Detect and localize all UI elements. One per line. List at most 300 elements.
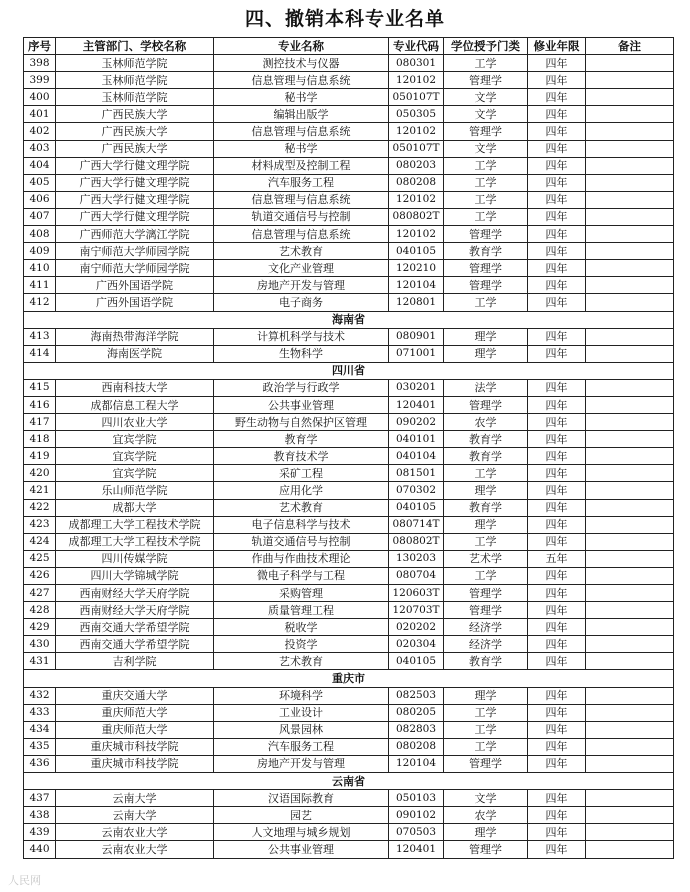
- major-name: 教育技术学: [214, 448, 389, 465]
- major-name: 生物科学: [214, 345, 389, 362]
- remarks: [586, 431, 674, 448]
- remarks: [586, 277, 674, 294]
- study-duration: 四年: [528, 345, 586, 362]
- remarks: [586, 448, 674, 465]
- school-name: 玉林师范学院: [56, 55, 214, 72]
- major-name: 应用化学: [214, 482, 389, 499]
- major-name: 测控技术与仪器: [214, 55, 389, 72]
- row-index: 415: [24, 379, 56, 396]
- page-title: 四、撤销本科专业名单: [244, 8, 445, 30]
- remarks: [586, 140, 674, 157]
- degree-category: 管理学: [444, 841, 528, 858]
- school-name: 广西民族大学: [56, 123, 214, 140]
- table-row: [24, 72, 674, 89]
- school-name: 吉利学院: [56, 653, 214, 670]
- remarks: [586, 807, 674, 824]
- revoked-majors-table: [23, 37, 674, 859]
- school-name: 重庆师范大学: [56, 721, 214, 738]
- row-index: 414: [24, 345, 56, 362]
- remarks: [586, 226, 674, 243]
- remarks: [586, 260, 674, 277]
- major-name: 质量管理工程: [214, 602, 389, 619]
- degree-category: 文学: [444, 106, 528, 123]
- row-index: 425: [24, 550, 56, 567]
- row-index: 409: [24, 243, 56, 260]
- row-index: 430: [24, 636, 56, 653]
- remarks: [586, 465, 674, 482]
- study-duration: 四年: [528, 602, 586, 619]
- study-duration: 四年: [528, 277, 586, 294]
- degree-category: 工学: [444, 704, 528, 721]
- row-index: 435: [24, 738, 56, 755]
- degree-category: 管理学: [444, 585, 528, 602]
- major-name: 环境科学: [214, 687, 389, 704]
- table-row: [24, 123, 674, 140]
- table-row: [24, 533, 674, 550]
- row-index: 412: [24, 294, 56, 311]
- major-code: 040105: [389, 653, 444, 670]
- school-name: 西南财经大学天府学院: [56, 602, 214, 619]
- major-code: 040101: [389, 431, 444, 448]
- major-code: 050107T: [389, 140, 444, 157]
- table-row: [24, 208, 674, 225]
- row-index: 427: [24, 585, 56, 602]
- school-name: 云南大学: [56, 790, 214, 807]
- remarks: [586, 157, 674, 174]
- major-code: 080901: [389, 328, 444, 345]
- major-code: 080208: [389, 174, 444, 191]
- major-code: 080802T: [389, 208, 444, 225]
- row-index: 408: [24, 226, 56, 243]
- school-name: 广西大学行健文理学院: [56, 157, 214, 174]
- major-code: 040105: [389, 499, 444, 516]
- study-duration: 四年: [528, 755, 586, 772]
- table-row: [24, 807, 674, 824]
- table-header: [24, 38, 674, 55]
- school-name: 广西大学行健文理学院: [56, 174, 214, 191]
- row-index: 406: [24, 191, 56, 208]
- major-name: 公共事业管理: [214, 396, 389, 413]
- header-major: 专业名称: [214, 38, 389, 55]
- major-name: 文化产业管理: [214, 260, 389, 277]
- row-index: 418: [24, 431, 56, 448]
- header-remarks: 备注: [586, 38, 674, 55]
- table-row: [24, 174, 674, 191]
- table-row: [24, 414, 674, 431]
- degree-category: 法学: [444, 379, 528, 396]
- major-name: 工业设计: [214, 704, 389, 721]
- table-row: [24, 191, 674, 208]
- remarks: [586, 106, 674, 123]
- row-index: 422: [24, 499, 56, 516]
- province-row: [24, 670, 674, 687]
- study-duration: 四年: [528, 824, 586, 841]
- degree-category: 教育学: [444, 431, 528, 448]
- study-duration: 四年: [528, 807, 586, 824]
- major-code: 090202: [389, 414, 444, 431]
- major-code: 080802T: [389, 533, 444, 550]
- study-duration: 四年: [528, 106, 586, 123]
- remarks: [586, 619, 674, 636]
- school-name: 重庆交通大学: [56, 687, 214, 704]
- study-duration: 四年: [528, 585, 586, 602]
- study-duration: 四年: [528, 72, 586, 89]
- school-name: 重庆城市科技学院: [56, 738, 214, 755]
- school-name: 成都大学: [56, 499, 214, 516]
- study-duration: 四年: [528, 174, 586, 191]
- table-row: [24, 704, 674, 721]
- study-duration: 四年: [528, 157, 586, 174]
- row-index: 411: [24, 277, 56, 294]
- degree-category: 理学: [444, 482, 528, 499]
- degree-category: 农学: [444, 414, 528, 431]
- table-row: [24, 328, 674, 345]
- table-row: [24, 226, 674, 243]
- study-duration: 五年: [528, 550, 586, 567]
- major-name: 艺术教育: [214, 243, 389, 260]
- table-body: [24, 55, 674, 858]
- province-label: 四川省: [24, 362, 674, 379]
- study-duration: 四年: [528, 841, 586, 858]
- study-duration: 四年: [528, 704, 586, 721]
- table-row: [24, 602, 674, 619]
- table-row: [24, 106, 674, 123]
- row-index: 437: [24, 790, 56, 807]
- degree-category: 管理学: [444, 72, 528, 89]
- major-code: 050107T: [389, 89, 444, 106]
- degree-category: 管理学: [444, 396, 528, 413]
- table-row: [24, 448, 674, 465]
- header-school: 主管部门、学校名称: [56, 38, 214, 55]
- degree-category: 文学: [444, 790, 528, 807]
- province-label: 重庆市: [24, 670, 674, 687]
- school-name: 西南财经大学天府学院: [56, 585, 214, 602]
- degree-category: 管理学: [444, 123, 528, 140]
- study-duration: 四年: [528, 687, 586, 704]
- school-name: 云南大学: [56, 807, 214, 824]
- table-row: [24, 243, 674, 260]
- major-code: 070302: [389, 482, 444, 499]
- major-name: 电子信息科学与技术: [214, 516, 389, 533]
- remarks: [586, 585, 674, 602]
- row-index: 403: [24, 140, 56, 157]
- remarks: [586, 602, 674, 619]
- school-name: 广西民族大学: [56, 106, 214, 123]
- table-row: [24, 619, 674, 636]
- degree-category: 文学: [444, 89, 528, 106]
- table-row: [24, 482, 674, 499]
- table-row: [24, 721, 674, 738]
- table-row: [24, 755, 674, 772]
- remarks: [586, 721, 674, 738]
- header-degree-category: 学位授予门类: [444, 38, 528, 55]
- table-row: [24, 653, 674, 670]
- school-name: 广西大学行健文理学院: [56, 191, 214, 208]
- school-name: 四川传媒学院: [56, 550, 214, 567]
- row-index: 417: [24, 414, 56, 431]
- major-code: 040104: [389, 448, 444, 465]
- major-code: 080714T: [389, 516, 444, 533]
- major-name: 风景园林: [214, 721, 389, 738]
- school-name: 四川大学锦城学院: [56, 567, 214, 584]
- major-code: 130203: [389, 550, 444, 567]
- row-index: 429: [24, 619, 56, 636]
- table-row: [24, 824, 674, 841]
- row-index: 398: [24, 55, 56, 72]
- remarks: [586, 243, 674, 260]
- degree-category: 管理学: [444, 277, 528, 294]
- degree-category: 工学: [444, 55, 528, 72]
- major-name: 野生动物与自然保护区管理: [214, 414, 389, 431]
- table-row: [24, 260, 674, 277]
- major-name: 艺术教育: [214, 499, 389, 516]
- row-index: 420: [24, 465, 56, 482]
- study-duration: 四年: [528, 55, 586, 72]
- major-name: 编辑出版学: [214, 106, 389, 123]
- major-name: 作曲与作曲技术理论: [214, 550, 389, 567]
- major-name: 微电子科学与工程: [214, 567, 389, 584]
- major-code: 120102: [389, 226, 444, 243]
- row-index: 405: [24, 174, 56, 191]
- row-index: 434: [24, 721, 56, 738]
- major-name: 采购管理: [214, 585, 389, 602]
- row-index: 402: [24, 123, 56, 140]
- study-duration: 四年: [528, 721, 586, 738]
- major-name: 信息管理与信息系统: [214, 72, 389, 89]
- major-code: 120703T: [389, 602, 444, 619]
- major-name: 投资学: [214, 636, 389, 653]
- row-index: 421: [24, 482, 56, 499]
- province-row: [24, 362, 674, 379]
- remarks: [586, 636, 674, 653]
- school-name: 云南农业大学: [56, 824, 214, 841]
- school-name: 广西外国语学院: [56, 277, 214, 294]
- remarks: [586, 790, 674, 807]
- study-duration: 四年: [528, 208, 586, 225]
- major-name: 电子商务: [214, 294, 389, 311]
- major-code: 071001: [389, 345, 444, 362]
- study-duration: 四年: [528, 89, 586, 106]
- school-name: 宜宾学院: [56, 465, 214, 482]
- remarks: [586, 738, 674, 755]
- school-name: 西南科技大学: [56, 379, 214, 396]
- remarks: [586, 516, 674, 533]
- degree-category: 工学: [444, 721, 528, 738]
- school-name: 广西大学行健文理学院: [56, 208, 214, 225]
- study-duration: 四年: [528, 499, 586, 516]
- school-name: 成都理工大学工程技术学院: [56, 516, 214, 533]
- school-name: 宜宾学院: [56, 448, 214, 465]
- major-code: 090102: [389, 807, 444, 824]
- row-index: 428: [24, 602, 56, 619]
- major-code: 120102: [389, 72, 444, 89]
- remarks: [586, 55, 674, 72]
- header-duration: 修业年限: [528, 38, 586, 55]
- table-row: [24, 345, 674, 362]
- school-name: 玉林师范学院: [56, 72, 214, 89]
- major-code: 080704: [389, 567, 444, 584]
- major-code: 120104: [389, 755, 444, 772]
- row-index: 424: [24, 533, 56, 550]
- major-name: 税收学: [214, 619, 389, 636]
- remarks: [586, 533, 674, 550]
- major-name: 计算机科学与技术: [214, 328, 389, 345]
- major-name: 轨道交通信号与控制: [214, 208, 389, 225]
- remarks: [586, 396, 674, 413]
- degree-category: 工学: [444, 294, 528, 311]
- major-name: 汽车服务工程: [214, 738, 389, 755]
- province-label: 云南省: [24, 773, 674, 790]
- table-row: [24, 55, 674, 72]
- remarks: [586, 567, 674, 584]
- major-name: 汽车服务工程: [214, 174, 389, 191]
- major-name: 轨道交通信号与控制: [214, 533, 389, 550]
- study-duration: 四年: [528, 790, 586, 807]
- remarks: [586, 499, 674, 516]
- table-row: [24, 431, 674, 448]
- remarks: [586, 174, 674, 191]
- major-name: 房地产开发与管理: [214, 755, 389, 772]
- school-name: 玉林师范学院: [56, 89, 214, 106]
- degree-category: 工学: [444, 465, 528, 482]
- school-name: 海南医学院: [56, 345, 214, 362]
- study-duration: 四年: [528, 465, 586, 482]
- major-name: 教育学: [214, 431, 389, 448]
- degree-category: 工学: [444, 738, 528, 755]
- major-code: 082803: [389, 721, 444, 738]
- remarks: [586, 208, 674, 225]
- degree-category: 理学: [444, 328, 528, 345]
- study-duration: 四年: [528, 738, 586, 755]
- major-code: 120603T: [389, 585, 444, 602]
- major-name: 信息管理与信息系统: [214, 191, 389, 208]
- remarks: [586, 653, 674, 670]
- row-index: 400: [24, 89, 56, 106]
- major-code: 070503: [389, 824, 444, 841]
- major-name: 园艺: [214, 807, 389, 824]
- row-index: 407: [24, 208, 56, 225]
- study-duration: 四年: [528, 140, 586, 157]
- study-duration: 四年: [528, 431, 586, 448]
- major-name: 汉语国际教育: [214, 790, 389, 807]
- table-row: [24, 738, 674, 755]
- school-name: 广西民族大学: [56, 140, 214, 157]
- row-index: 410: [24, 260, 56, 277]
- study-duration: 四年: [528, 482, 586, 499]
- study-duration: 四年: [528, 328, 586, 345]
- row-index: 399: [24, 72, 56, 89]
- degree-category: 工学: [444, 157, 528, 174]
- study-duration: 四年: [528, 636, 586, 653]
- row-index: 431: [24, 653, 56, 670]
- school-name: 南宁师范大学师园学院: [56, 243, 214, 260]
- study-duration: 四年: [528, 294, 586, 311]
- degree-category: 工学: [444, 191, 528, 208]
- major-code: 040105: [389, 243, 444, 260]
- table-row: [24, 585, 674, 602]
- major-name: 信息管理与信息系统: [214, 123, 389, 140]
- study-duration: 四年: [528, 653, 586, 670]
- school-name: 广西外国语学院: [56, 294, 214, 311]
- remarks: [586, 123, 674, 140]
- major-code: 120102: [389, 123, 444, 140]
- major-code: 120401: [389, 841, 444, 858]
- study-duration: 四年: [528, 123, 586, 140]
- table-row: [24, 790, 674, 807]
- degree-category: 工学: [444, 567, 528, 584]
- school-name: 成都理工大学工程技术学院: [56, 533, 214, 550]
- degree-category: 管理学: [444, 755, 528, 772]
- degree-category: 管理学: [444, 602, 528, 619]
- study-duration: 四年: [528, 260, 586, 277]
- row-index: 439: [24, 824, 56, 841]
- major-name: 政治学与行政学: [214, 379, 389, 396]
- school-name: 重庆城市科技学院: [56, 755, 214, 772]
- major-code: 120104: [389, 277, 444, 294]
- degree-category: 教育学: [444, 448, 528, 465]
- degree-category: 经济学: [444, 619, 528, 636]
- row-index: 416: [24, 396, 56, 413]
- table-row: [24, 465, 674, 482]
- major-name: 房地产开发与管理: [214, 277, 389, 294]
- table-row: [24, 550, 674, 567]
- degree-category: 教育学: [444, 243, 528, 260]
- row-index: 426: [24, 567, 56, 584]
- major-code: 020304: [389, 636, 444, 653]
- degree-category: 理学: [444, 824, 528, 841]
- school-name: 广西师范大学漓江学院: [56, 226, 214, 243]
- degree-category: 工学: [444, 533, 528, 550]
- row-index: 404: [24, 157, 56, 174]
- header-index: 序号: [24, 38, 56, 55]
- major-code: 081501: [389, 465, 444, 482]
- row-index: 423: [24, 516, 56, 533]
- degree-category: 艺术学: [444, 550, 528, 567]
- study-duration: 四年: [528, 379, 586, 396]
- remarks: [586, 89, 674, 106]
- remarks: [586, 841, 674, 858]
- table-row: [24, 636, 674, 653]
- degree-category: 经济学: [444, 636, 528, 653]
- remarks: [586, 72, 674, 89]
- study-duration: 四年: [528, 226, 586, 243]
- study-duration: 四年: [528, 243, 586, 260]
- major-code: 020202: [389, 619, 444, 636]
- province-label: 海南省: [24, 311, 674, 328]
- header-code: 专业代码: [389, 38, 444, 55]
- remarks: [586, 191, 674, 208]
- major-name: 秘书学: [214, 89, 389, 106]
- major-code: 050103: [389, 790, 444, 807]
- table-row: [24, 294, 674, 311]
- province-row: [24, 773, 674, 790]
- study-duration: 四年: [528, 448, 586, 465]
- school-name: 宜宾学院: [56, 431, 214, 448]
- remarks: [586, 755, 674, 772]
- table-row: [24, 841, 674, 858]
- major-code: 120401: [389, 396, 444, 413]
- remarks: [586, 824, 674, 841]
- major-code: 080301: [389, 55, 444, 72]
- degree-category: 农学: [444, 807, 528, 824]
- study-duration: 四年: [528, 414, 586, 431]
- study-duration: 四年: [528, 533, 586, 550]
- school-name: 西南交通大学希望学院: [56, 619, 214, 636]
- table-row: [24, 157, 674, 174]
- row-index: 440: [24, 841, 56, 858]
- remarks: [586, 414, 674, 431]
- remarks: [586, 294, 674, 311]
